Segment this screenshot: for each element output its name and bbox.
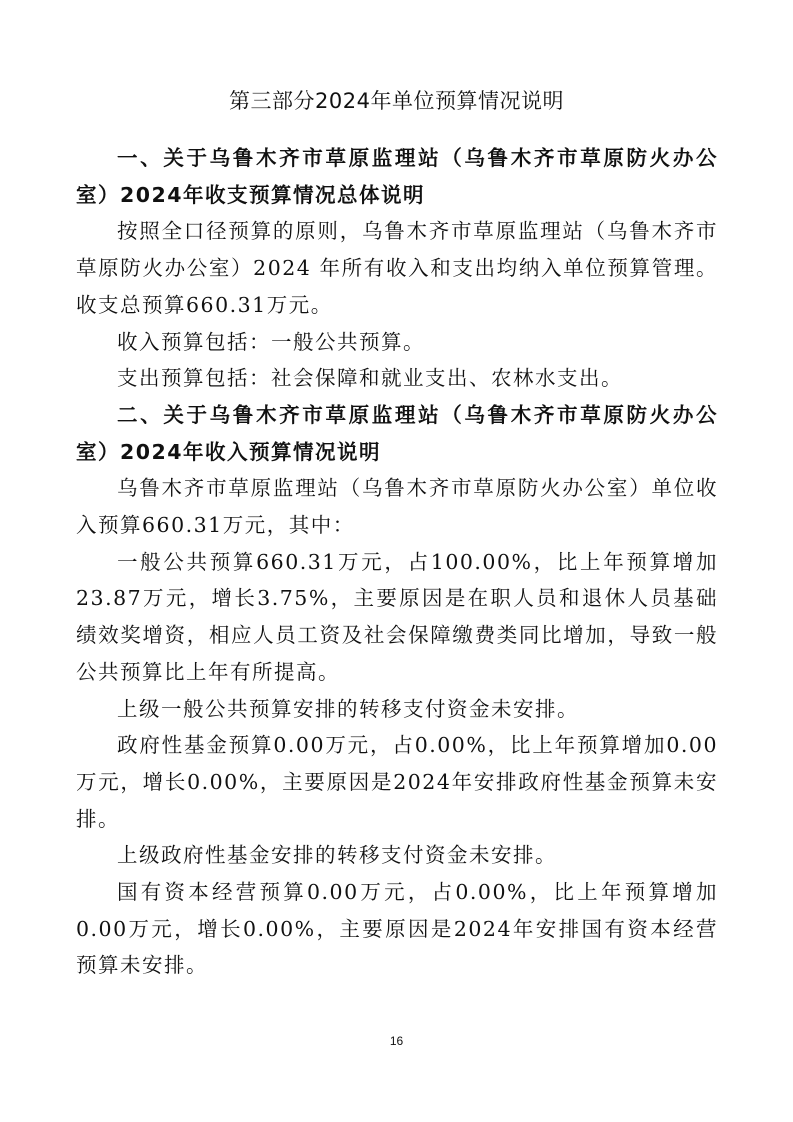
- section-2-paragraph-1: 乌鲁木齐市草原监理站（乌鲁木齐市草原防火办公室）单位收入预算660.31万元，其中：: [76, 476, 718, 538]
- section-2-heading: 二、关于乌鲁木齐市草原监理站（乌鲁木齐市草原防火办公室）2024年收入预算情况说明: [76, 402, 718, 464]
- section-1-paragraph-3: 支出预算包括：社会保障和就业支出、农林水支出。: [117, 366, 623, 391]
- section-2-paragraph-3: 上级一般公共预算安排的转移支付资金未安排。: [117, 696, 579, 721]
- section-2-paragraph-2: 一般公共预算660.31万元，占100.00%，比上年预算增加23.87万元，增长3.75%，主要原因是在职人员和退休人员基础绩效奖增资，相应人员工资及社会保障缴费类同比增加，导致一般公共预算比上年有所提高。: [76, 549, 718, 684]
- document-title: 第三部分2024年单位预算情况说明: [229, 89, 564, 113]
- section-2-paragraph-4: 政府性基金预算0.00万元，占0.00%，比上年预算增加0.00万元，增长0.00%，主要原因是2024年安排政府性基金预算未安排。: [76, 733, 718, 831]
- section-1-paragraph-1: 按照全口径预算的原则，乌鲁木齐市草原监理站（乌鲁木齐市草原防火办公室）2024 年所有收入和支出均纳入单位预算管理。收支总预算660.31万元。: [76, 219, 718, 317]
- section-1-heading: 一、关于乌鲁木齐市草原监理站（乌鲁木齐市草原防火办公室）2024年收支预算情况总体说明: [76, 146, 718, 207]
- page-number: 16: [389, 1034, 404, 1048]
- section-1-paragraph-2: 收入预算包括：一般公共预算。: [117, 329, 425, 354]
- section-2-paragraph-5: 上级政府性基金安排的转移支付资金未安排。: [117, 843, 557, 868]
- document-body: [76, 140, 718, 984]
- section-2-paragraph-6: 国有资本经营预算0.00万元，占0.00%，比上年预算增加0.00万元，增长0.00%，主要原因是2024年安排国有资本经营预算未安排。: [76, 880, 718, 978]
